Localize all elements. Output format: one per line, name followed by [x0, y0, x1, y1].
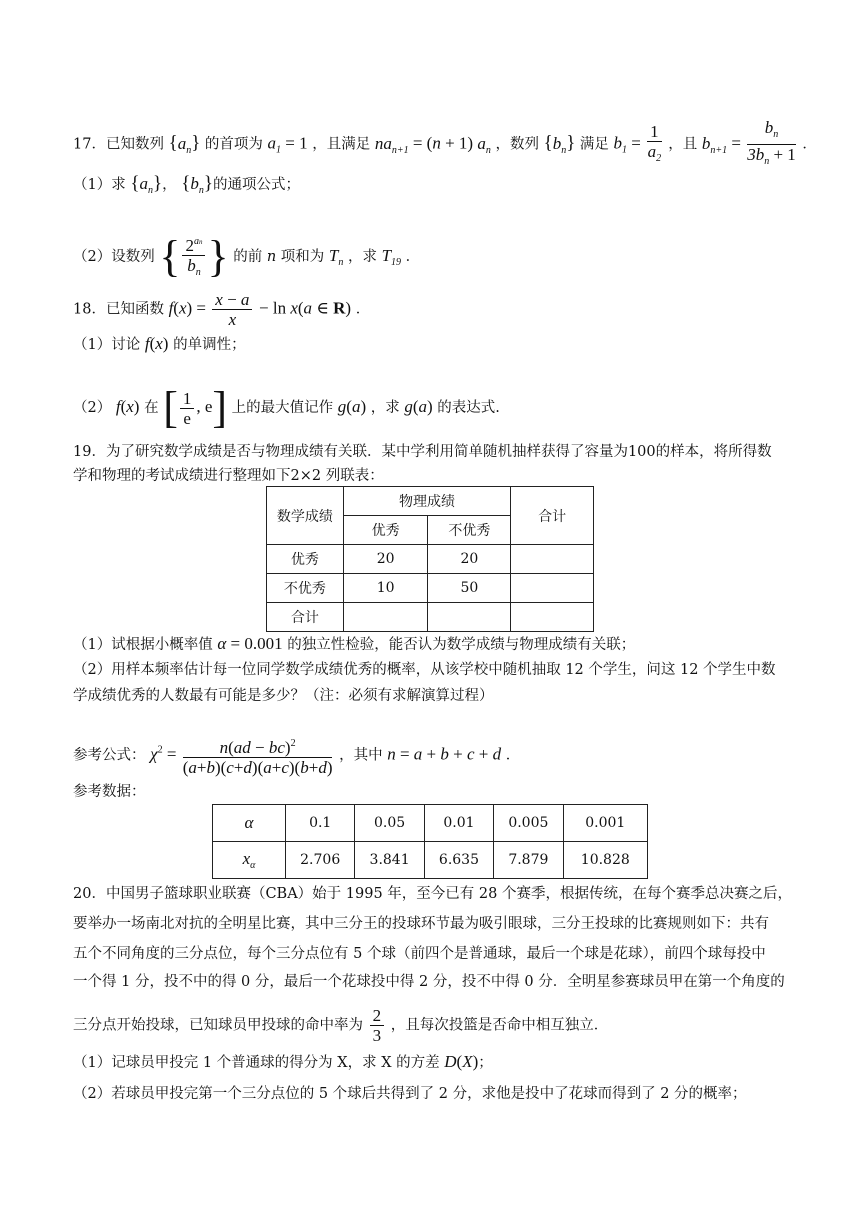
q19-part2-line1: （2）用样本频率估计每一位同学数学成绩优秀的概率，从该学校中随机抽取 12 个学生，问这 12 个学生中数: [73, 662, 776, 678]
q20-line1: 20．中国男子篮球职业联赛（CBA）始于 1995 年，至今已有 28 个赛季，根据传统，在每个赛季总决赛之后，: [73, 886, 792, 902]
q17-part2: （2）设数列 { $\frac{2^{an}}{b_n}$ } 的前 n 项和为 $T_n$ ，求 $T_{19}$ ．: [73, 232, 421, 281]
table-cell: 10.828: [563, 842, 647, 879]
fraction: $\frac{b_n}{3b_n + 1}$: [747, 118, 796, 167]
table-cell: 3.841: [355, 842, 424, 879]
reference-table: [212, 804, 648, 879]
q19-formula: 参考公式： $\chi^2$ = $\frac{n(ad - bc)^2}{(a+b)(c+d)(a+c)(b+d)}$ ，其中 n = a + b + c + d ．: [73, 734, 520, 777]
table-row: [267, 545, 594, 574]
table-row: [267, 487, 594, 516]
fraction: $\frac{1}{e}$: [180, 389, 195, 428]
q18-line: 18．已知函数 f(x) = $\frac{x - a}{x}$ − ln x(a ∈ R) ．: [73, 290, 371, 329]
table-cell: 优秀: [267, 545, 344, 574]
fraction: $\frac{2}{3}$: [370, 1006, 385, 1045]
table-cell: 合计: [267, 603, 344, 632]
table-cell: 6.635: [424, 842, 493, 879]
fraction: $\frac{n(ad - bc)^2}{(a+b)(c+d)(a+c)(b+d)}$: [183, 734, 333, 777]
table-header-cell: 优秀: [343, 516, 428, 545]
q19-data-label: 参考数据：: [73, 784, 146, 800]
table-cell: 0.001: [563, 805, 647, 842]
table-row: [267, 603, 594, 632]
table-header-cell: $x_\alpha$: [213, 842, 286, 879]
q18-part2: （2） f(x) 在 [ $\frac{1}{e}$ , e] 上的最大值记作 g(a) ，求 g(a) 的表达式.: [73, 383, 500, 432]
fraction: $\frac{x - a}{x}$: [212, 290, 252, 329]
table-header-cell: α: [213, 805, 286, 842]
q20-line3: 五个不同角度的三分点位，每个三分点位有 5 个球（前四个是普通球，最后一个球是花球），前四个球每投中: [73, 946, 766, 962]
table-cell: 不优秀: [267, 574, 344, 603]
table-cell: [343, 603, 428, 632]
q20-line2: 要举办一场南北对抗的全明星比赛，其中三分王的投球环节最为吸引眼球，三分王投球的比赛规则如下：共有: [73, 916, 769, 932]
table-header-cell: 合计: [511, 487, 594, 545]
q20-line4: 一个得 1 分，投不中的得 0 分，最后一个花球投中得 2 分，投不中得 0 分．全明星参赛球员甲在第一个角度的: [73, 974, 785, 990]
table-cell: [428, 603, 511, 632]
q17-line: 17．已知数列 $\{a_n\}$ 的首项为 $a_1 = 1$ ，且满足 $na_{n+1} = (n + 1)$ $a_n$ ，数列 $\{b_n\}$ 满足 $b_1$ = $\frac{1}{a_2}$ ，且 $b_{n+1}$ = $\frac{b_n}{3b_n + 1}$ ．: [73, 118, 817, 171]
table-cell: 20: [343, 545, 428, 574]
table-cell: 0.1: [286, 805, 355, 842]
q19-part1: （1）试根据小概率值 α = 0.001 的独立性检验，能否认为数学成绩与物理成绩有关联；: [73, 634, 636, 653]
contingency-table: [266, 486, 594, 632]
q19-part2-line2: 学成绩优秀的人数最有可能是多少？（注：必须有求解演算过程）: [73, 688, 494, 704]
table-cell: 20: [428, 545, 511, 574]
table-row: [213, 842, 648, 879]
table-cell: [511, 574, 594, 603]
table-header-cell: 不优秀: [428, 516, 511, 545]
table-cell: 50: [428, 574, 511, 603]
table-row: [267, 574, 594, 603]
q20-part1: （1）记球员甲投完 1 个普通球的得分为 X，求 X 的方差 D(X)；: [73, 1052, 493, 1071]
table-row: [213, 805, 648, 842]
table-cell: [511, 603, 594, 632]
fraction: $\frac{2^{an}}{b_n}$: [182, 232, 205, 282]
table-cell: 7.879: [494, 842, 563, 879]
table-cell: [511, 545, 594, 574]
q17-part1: （1）求 $\{a_n\}$， $\{b_n\}$的通项公式；: [73, 173, 300, 196]
table-cell: 0.05: [355, 805, 424, 842]
q20-part2: （2）若球员甲投完第一个三分点位的 5 个球后共得到了 2 分，求他是投中了花球而得到了 2 分的概率；: [73, 1086, 747, 1102]
table-cell: 10: [343, 574, 428, 603]
q19-line2: 学和物理的考试成绩进行整理如下2×2 列联表：: [73, 468, 384, 484]
q18-part1: （1）讨论 f(x) 的单调性；: [73, 334, 246, 353]
q20-line5: 三分点开始投球，已知球员甲投球的命中率为 $\frac{2}{3}$ ，且每次投篮是否命中相互独立．: [73, 1006, 609, 1045]
q19-line1: 19．为了研究数学成绩是否与物理成绩有关联．某中学利用简单随机抽样获得了容量为100的样本，将所得数: [73, 444, 772, 460]
table-header-cell: 物理成绩: [343, 487, 510, 516]
table-header-cell: 数学成绩: [267, 487, 344, 545]
table-cell: 0.01: [424, 805, 493, 842]
table-cell: 2.706: [286, 842, 355, 879]
table-cell: 0.005: [494, 805, 563, 842]
fraction: $\frac{1}{a_2}$: [647, 121, 662, 164]
